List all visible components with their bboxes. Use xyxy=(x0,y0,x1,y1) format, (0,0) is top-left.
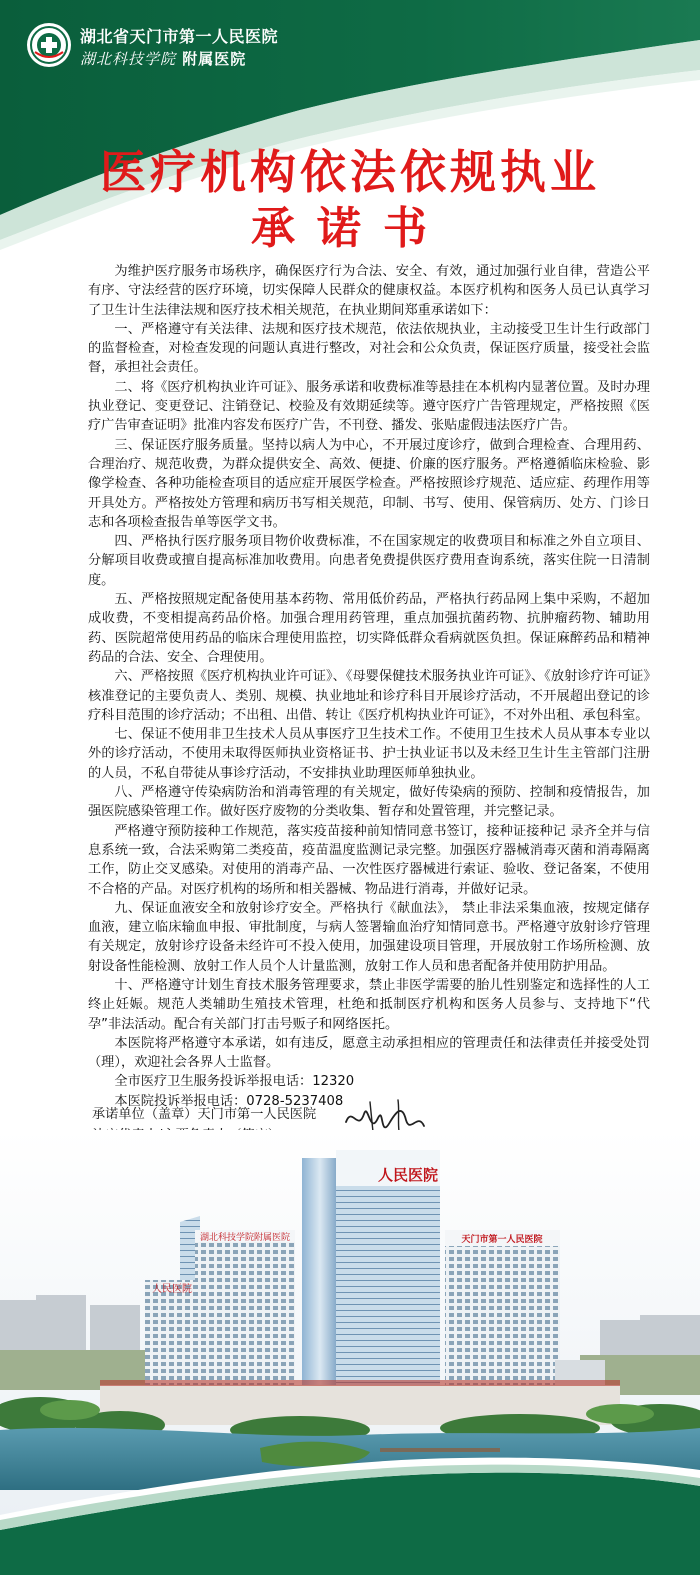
paragraph-8-vaccination: 严格遵守预防接种工作规范，落实疫苗接种前知情同意书签订，接种证接种记 录齐全并与信息系统一致，合法采购第二类疫苗，疫苗温度监测记录完整。加强医疗器械消毒灭菌和消毒隔离工作，防止交叉感染。对使用的消毒产品、一次性医疗器械进行索证、验收、登记备案，不使用不合格的产品。对医疗机构的场所和相关器械、物品进行消毒，并做好记录。 xyxy=(88,823,650,897)
hospital-scene xyxy=(0,1130,700,1575)
paragraph-6: 六、严格按照《医疗机构执业许可证》、《母婴保健技术服务执业许可证》、《放射诊疗许可证》核准登记的主要负责人、类别、规模、执业地址和诊疗科目开展诊疗活动，不开展超出登记的诊疗科目范围的诊疗活动；不出租、出借、转让《医疗机构执业许可证》，不对外出租、承包科室。 xyxy=(88,669,650,723)
city-hotline: 全市医疗卫生服务投诉举报电话：12320 xyxy=(114,1074,355,1090)
hospital-name-script: 湖北科技学院 xyxy=(80,50,177,68)
hospital-name xyxy=(80,26,278,70)
building-sign-center-small: 人民医院 xyxy=(152,1284,192,1295)
paragraph-1: 一、严格遵守有关法律、法规和医疗技术规范，依法依规执业，主动接受卫生计生行政部门的监督检查，对检查发现的问题认真进行整改，对社会和公众负责，保证医疗质量，接受社会监督，承担社会责任。 xyxy=(88,321,650,376)
page-title: 医疗机构依法依规执业 xyxy=(100,145,600,199)
paragraph-5: 五、严格按照规定配备使用基本药物、常用低价药品，严格执行药品网上集中采购，不超加成收费，不变相提高药品价格。加强合理用药管理，重点加强抗菌药物、抗肿瘤药物、辅助用药、医院超常使用药品的临床合理使用监控，切实降低群众看病就医负担。保证麻醉药品和精神药品的合法、安全、合理使用。 xyxy=(88,592,650,665)
hospital-hotline: 本医院投诉举报电话：0728-5237408 xyxy=(114,1093,344,1109)
hospital-logo xyxy=(26,22,72,68)
paragraph-9: 九、保证血液安全和放射诊疗安全。严格执行《献血法》， 禁止非法采集血液，按规定储存血液，建立临床输血申报、审批制度，与病人签署输血治疗知情同意书。严格遵守放射诊疗管理有关规定，放射诊疗设备未经许可不投入使用，加强建设项目管理，开展放射工作场所检测、放射设备性能检测、放射工作人员个人计量监测，放射工作人员和患者配备并使用防护用品。 xyxy=(88,900,650,974)
building-sign-right: 天门市第一人民医院 xyxy=(461,1235,543,1245)
paragraph-8: 八、严格遵守传染病防治和消毒管理的有关规定，做好传染病的预防、控制和疫情报告，加强医院感染管理工作。做好医疗废物的分类收集、暂存和处置管理，并完整记录。 xyxy=(88,785,650,820)
hospital-name-suffix: 附属医院 xyxy=(182,50,247,68)
commitment-body xyxy=(88,262,650,1111)
hospital-name-line2 xyxy=(80,48,278,70)
paragraph-closing: 本医院将严格遵守本承诺，如有违反，愿意主动承担相应的管理责任和法律责任并接受处罚（理），欢迎社会各界人士监督。 xyxy=(88,1035,650,1071)
commitment-unit: 承诺单位（盖章）天门市第一人民医院 xyxy=(92,1107,317,1122)
paragraph-intro: 为维护医疗服务市场秩序，确保医疗行为合法、安全、有效，通过加强行业自律，营造公平有序、守法经营的医疗环境，切实保障人民群众的健康权益。本医疗机构和医务人员已认真学习了卫生计生法律法规和医疗技术相关规范，在执业期间郑重承诺如下： xyxy=(88,264,650,318)
hospital-name-line1: 湖北省天门市第一人民医院 xyxy=(80,27,279,46)
page-subtitle: 承诺书 xyxy=(251,203,449,254)
paragraph-10: 十、严格遵守计划生育技术服务管理要求，禁止非医学需要的胎儿性别鉴定和选择性的人工终止妊娠。规范人类辅助生殖技术管理，杜绝和抵制医疗机构和医务人员参与、支持地下“代孕”非法活动。配合有关部门打击号贩子和网络医托。 xyxy=(88,977,650,1032)
building-sign-center: 人民医院 xyxy=(377,1166,439,1184)
paragraph-3: 三、保证医疗服务质量。坚持以病人为中心，不开展过度诊疗，做到合理检查、合理用药、合理治疗、规范收费，为群众提供安全、高效、便捷、价廉的医疗服务。严格遵循临床检验、影像学检查、各种功能检查项目的适应症开展医学检查。严格按照诊疗规范、适应症、药理作用等开具处方。严格按处方管理和病历书写相关规范，印制、书写、使用、保管病历、处方、门诊日志和各项检查报告单等医学文书。 xyxy=(88,437,650,530)
paragraph-4: 四、严格执行医疗服务项目物价收费标准，不在国家规定的收费项目和标准之外自立项目、分解项目收费或擅自提高标准加收费用。向患者免费提供医疗费用查询系统，落实住院一日清制度。 xyxy=(88,534,650,588)
building-sign-left: 湖北科技学院附属医院 xyxy=(199,1233,291,1243)
paragraph-2: 二、将《医疗机构执业许可证》、服务承诺和收费标准等悬挂在本机构内显著位置。及时办理执业登记、变更登记、注销登记、校验及有效期延续等。遵守医疗广告管理规定，严格按照《医疗广告审查证明》批准内容发布医疗广告，不刊登、播发、张贴虚假违法医疗广告。 xyxy=(88,379,650,434)
paragraph-7: 七、保证不使用非卫生技术人员从事医疗卫生技术工作。不使用卫生技术人员从事本专业以外的诊疗活动，不使用未取得医师执业资格证书、护士执业证书以及未经卫生计生主管部门注册的人员，不私自带徒从事诊疗活动，不安排执业助理医师单独执业。 xyxy=(88,727,650,781)
